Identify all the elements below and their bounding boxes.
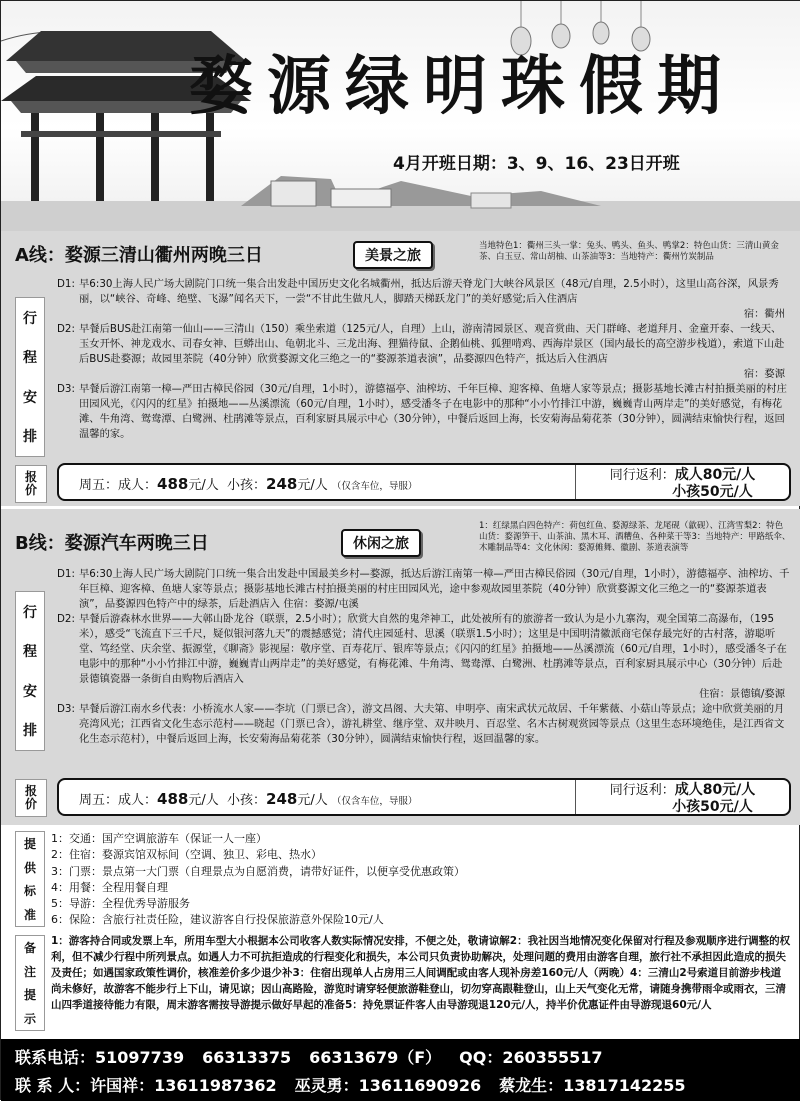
standards-list (51, 831, 791, 929)
itinerary-stay: 宿：衢州 (743, 308, 785, 320)
list-item: 1：交通：国产空调旅游车（保证一人一座） (51, 832, 267, 845)
itinerary-day: D1: 早6:30上海人民广场大剧院门口统一集合出发赴中国最美乡村—婺源，抵达后游江南第一樟—严田古樟民俗园（30元/自理，1小时），游德福亭、油榨坊、千年巨樟、迎客樟、鱼塘人家等景点；摄影基地长滩古村拍摄美丽的村庄田园风光，途中参观故园里茶院（40分钟）欣赏婺源文化三绝之一的“婺源茶道表演”，品婺源四色特产中的绿茶，后赴酒店入 住宿：婺源/屯溪 (57, 568, 790, 610)
standards-label: 提 供 标 准 (15, 831, 45, 927)
line-a-specialty: 当地特色1：衢州三头一掌：兔头、鸭头、鱼头、鸭掌2：特色山货：三清山黄金茶、白玉豆、常山胡柚、山茶油等3：当地特产：衢州竹炭制品 (479, 241, 779, 262)
itinerary-day: D1: 早6:30上海人民广场大剧院门口统一集合出发赴中国历史文化名城衢州，抵达后游天脊龙门大峡谷风景区（48元/自理，2.5小时），这里山高谷深，风景秀丽，以“峡谷、奇峰、绝壁、飞瀑”闻名天下，一尝“不甘此生做凡人，脚踏天梯跃龙门”的美好感觉;后入住酒店 (57, 278, 779, 305)
list-item: 3：门票：景点第一大门票（自理景点为自愿消费，请带好证件，以便享受优惠政策） (51, 864, 465, 878)
itinerary-stay: 宿：婺源 (743, 368, 785, 380)
itinerary-stay: 住宿：景德镇/婺源 (699, 688, 785, 700)
list-item: 6：保险：含旅行社责任险，建议游客自行投保旅游意外保险10元/人 (51, 913, 384, 927)
line-a-title: A线：婺源三清山衢州两晚三日 (15, 245, 263, 266)
line-a-rebate: 同行返利：成人80元/人 小孩50元/人 (575, 465, 789, 499)
line-a-price: 周五：成人：488元/人 小孩：248元/人 （仅含车位，导服） (79, 475, 418, 493)
list-item: 5：导游：全程优秀导游服务 (51, 897, 190, 911)
contact-row: 联 系 人：许国祥：13611987362 巫灵勇：13611690926 蔡龙生：13817142255 (15, 1076, 686, 1095)
line-b-title: B线：婺源汽车两晚三日 (15, 533, 209, 554)
list-item: 2：住宿：婺源宾馆双标间（空调、独卫、彩电、热水） (51, 848, 322, 862)
line-b-badge: 休闲之旅 (341, 529, 421, 557)
line-a-price-label: 报 价 (15, 465, 47, 503)
header-banner (1, 1, 800, 231)
line-b-rebate: 同行返利：成人80元/人 小孩50元/人 (575, 780, 789, 814)
list-item: 4：用餐：全程用餐自理 (51, 880, 168, 894)
itinerary-day: D3: 早餐后游江南水乡代表：小桥流水人家——李坑（门票已含），游文昌阁、大夫第、申明亭、南宋武状元故居、千年紫薇、小菇山等景点；途中欣赏美丽的月亮湾风光；江西省文化生态示范村——晓起（门票已含），游礼耕堂、继序堂、双井映月、百忍堂、名木古树观赏园等景点（这里生态环境绝佳，是江西省文化生态示范村），中餐后返回上海，长安菊海品菊花茶（30分钟），圆满结束愉快行程，返回温馨的家。 (57, 703, 785, 745)
phone-row: 联系电话：51097739 66313375 66313679（F） QQ：260355517 (15, 1048, 603, 1067)
itinerary-day: D2: 早餐后游森林水世界——大鄣山卧龙谷（联票，2.5小时）；欣赏大自然的鬼斧神工，此处被所有的旅游者一致认为是小九寨沟，观全国第二高瀑布，（195米），感受“飞流直下三千尺，疑似银河落九天”的震撼感觉；清代庄园延村、思溪（联票1.5小时）；这里是中国明清徽派商宅保存最完好的古村落，游聪听堂、笃经堂、庆余堂、振源堂，《聊斋》影视屋：敬序堂、百寿花厅、银库等景点；《闪闪的红星》拍摄地——丛溪漂流（60元/自理，1小时），感受潘冬子在电影中的那种“小小竹排江中游，巍巍青山两岸走”的美好感觉，有梅花滩、牛角湾、鸳鸯潭、白鹭洲、杜鹃滩等景点，百利家厨具展示中心（30分钟）后赴景德镇瓷器一条街自由购物后酒店入 (57, 613, 787, 685)
line-b-price: 周五：成人：488元/人 小孩：248元/人 （仅含车位，导服） (79, 790, 418, 808)
schedule-dates: 4月开班日期：3、9、16、23日开班 (393, 154, 680, 174)
line-b-itinerary-label: 行 程 安 排 (15, 591, 45, 751)
itinerary-day: D3: 早餐后游江南第一樟—严田古樟民俗园（30元/自理，1小时），游德福亭、油榨坊、千年巨樟、迎客樟、鱼塘人家等景点；摄影基地长滩古村拍摄美丽的村庄田园风光，《闪闪的红星》拍摄地——丛溪漂流（60元/自理，1小时），感受潘冬子在电影中的那种“小小竹排江中游，巍巍青山两岸走”的美好感觉，有梅花滩、牛角湾、鸳鸯潭、白鹭洲、杜鹃滩等景点，百利家厨具展示中心（30分钟），中餐后返回上海，长安菊海品菊花茶（30分钟），圆满结束愉快行程，返回温馨的家。 (57, 383, 787, 440)
line-a-badge: 美景之旅 (353, 241, 433, 269)
line-a-price-box (57, 463, 791, 501)
line-a-itinerary-label: 行 程 安 排 (15, 297, 45, 457)
contact-footer (1, 1039, 800, 1101)
notes-label: 备 注 提 示 (15, 935, 45, 1031)
notes-text: 1：游客持合同或发票上车，所用车型大小根据本公司收客人数实际情况安排，不便之处，敬请谅解2：我社因当地情况变化保留对行程及参观顺序进行调整的权利，但不减少行程中所列景点。如遇人力不可抗拒造成的行程变化和损失，本公司只负责协助解决，处理问题的费用由游客自理，旅行社不承担因此造成的损失及责任；如遇国家政策性调价，核准差价多少退少补3：住宿出现单人占房用三人间调配或由客人现补房差160元/人（两晚）4：三清山2号索道目前游步栈道尚未修好，故游客不能步行上下山，请见谅；因山高路险，游览时请穿轻便旅游鞋登山，切勿穿高跟鞋登山，山上天气变化无常，请随身携带雨伞或雨衣，三清山四季道接待能力有限，周末游客需按导游提示做好早起的准备5：持免票证件客人由导游现退120元/人，持半价优惠证件由导游现退60元/人 (51, 935, 791, 1011)
line-b-itinerary (57, 567, 791, 747)
line-b-specialty: 1：红绿黑白四色特产：荷包红鱼、婺源绿茶、龙尾砚（歙砚）、江湾雪梨2：特色山货：婺源笋干、山茶油、黑木耳、酒糟鱼、各种菜干等3：当地特产：甲路纸伞、木雕制品等4：文化休闲：婺源傩舞、徽剧、茶道表演等 (479, 521, 791, 553)
line-b-price-box (57, 778, 791, 816)
line-b-price-label: 报 价 (15, 779, 47, 817)
page-title: 婺源绿明珠假期 (189, 49, 735, 124)
itinerary-day: D2: 早餐后BUS赴江南第一仙山——三清山（150）乘坐索道（125元/人，自理）上山，游南清园景区、观音赏曲、天门群峰、老道拜月、金童开泰、一线天、玉女开怀、神龙戏水、司春女神、巨蟒出山、龟朝北斗、三龙出海、狸猫待鼠、企鹅仙桃、狐狸啃鸡、西海岸景区（国内最长的高空游步栈道），索道下山赴后BUS赴婺源；故园里茶院（40分钟）欣赏婺源文化三绝之一的“婺源茶道表演”，品婺源四色特产，抵达后入住酒店 (57, 323, 785, 365)
line-a-itinerary (57, 277, 791, 442)
